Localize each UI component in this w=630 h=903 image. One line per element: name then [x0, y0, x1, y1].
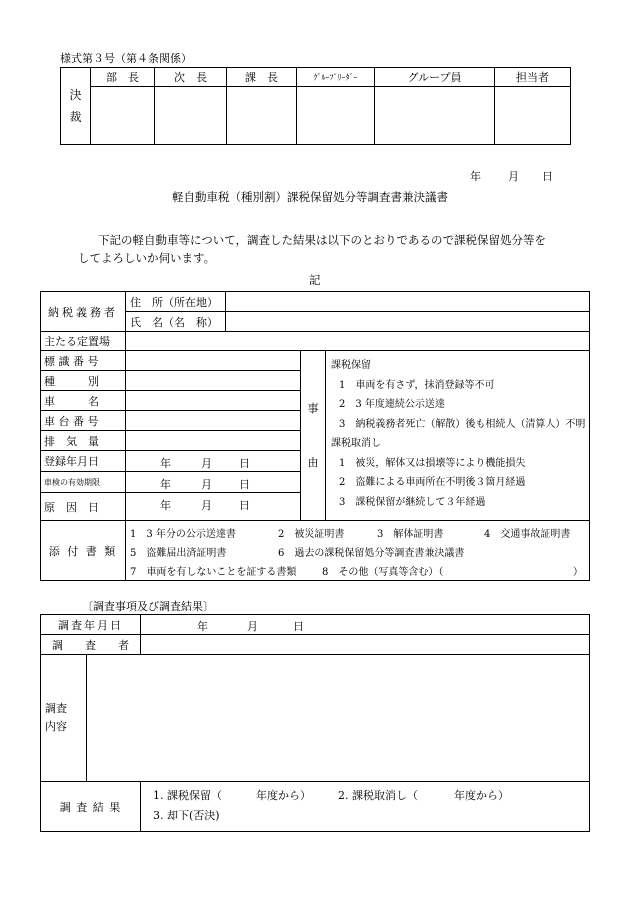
date-day: 日 — [542, 170, 553, 183]
type-field[interactable] — [126, 371, 301, 391]
approval-seal-cell[interactable] — [495, 87, 571, 145]
approval-seal-cell[interactable] — [91, 87, 155, 145]
vehicle-name-label: 車 名 — [41, 391, 126, 411]
main-table — [40, 291, 590, 581]
displacement-field[interactable] — [126, 431, 301, 451]
survey-year: 年 — [197, 620, 208, 633]
result-option: 1. 課税保留（ — [153, 789, 222, 802]
plate-number-label: 標 識 番 号 — [41, 351, 126, 371]
approval-seal-cell[interactable] — [227, 87, 297, 145]
approval-side-label — [61, 68, 91, 145]
survey-date-field[interactable] — [141, 615, 590, 635]
content-label — [41, 655, 87, 782]
survey-heading: 〔調査事項及び調査結果〕 — [82, 600, 214, 613]
approval-col-head: 部 長 — [91, 68, 155, 87]
form-number: 様式第３号（第４条関係） — [60, 52, 192, 65]
cause-day: 日 — [239, 499, 250, 512]
attachments-label: 添 付 書 類 — [41, 521, 126, 581]
content-label-line-1: 調査 — [45, 702, 67, 715]
registration-date-field[interactable] — [126, 451, 301, 472]
survey-date-label: 調査年月日 — [41, 615, 141, 635]
survey-day: 日 — [293, 620, 304, 633]
reason-side-char-1: 事 — [307, 401, 319, 415]
content-label-line-2: 内容 — [45, 720, 67, 733]
hold-item: 1 車両を有さず，抹消登録等不可 — [339, 379, 495, 391]
displacement-label: 排 気 量 — [41, 431, 126, 451]
inspection-expiry-label: 車検の有効期限 — [41, 472, 126, 493]
approval-table — [60, 67, 571, 145]
approval-col-head: 次 長 — [155, 68, 227, 87]
result-box — [141, 782, 590, 832]
address-label: 住 所（所在地） — [126, 292, 226, 312]
reason-side-label — [301, 351, 326, 521]
result-option-suffix: 年度から） — [256, 789, 311, 802]
cancel-item: 3 課税保留が継続して３年経過 — [339, 496, 486, 508]
registration-date-label: 登録年月日 — [41, 451, 126, 472]
approval-seal-cell[interactable] — [375, 87, 495, 145]
attachment-item: 5 盗難届出済証明書 — [130, 548, 227, 559]
vehicle-name-field[interactable] — [126, 391, 301, 411]
date-year: 年 — [470, 170, 481, 183]
approval-col-head: グループ員 — [375, 68, 495, 87]
chassis-number-field[interactable] — [126, 411, 301, 431]
result-option: 2. 課税取消し（ — [338, 789, 418, 802]
document-title: 軽自動車税（種別割）課税保留処分等調査書兼決議書 — [172, 190, 448, 204]
survey-month: 月 — [247, 620, 258, 633]
address-field[interactable] — [226, 292, 590, 312]
reg-day: 日 — [239, 457, 250, 470]
approval-seal-cell[interactable] — [155, 87, 227, 145]
taxpayer-label: 納税義務者 — [41, 292, 126, 332]
approval-side-char-1: 決 — [69, 88, 82, 102]
intro-line-2: してよろしいか伺います。 — [78, 251, 216, 265]
attachment-item: 6 過去の課税保留処分等調査書兼決議書 — [278, 548, 465, 559]
approval-col-head: 課 長 — [227, 68, 297, 87]
cause-month: 月 — [201, 499, 212, 512]
approval-col-head: 担当者 — [495, 68, 571, 87]
attachment-item: 8 その他（写真等含む）（ — [322, 567, 444, 578]
location-field[interactable] — [126, 332, 590, 351]
attachments-box — [126, 521, 590, 581]
reason-side-char-2: 由 — [307, 455, 319, 469]
attachment-item: 1 3 年分の公示送達書 — [130, 529, 236, 540]
approval-col-head: ｸﾞﾙｰﾌﾟﾘｰﾀﾞｰ — [297, 68, 375, 87]
cause-date-field[interactable] — [126, 493, 301, 521]
insp-year: 年 — [160, 478, 171, 491]
hold-item: 3 納税義務者死亡（解散）後も相続人（清算人）不明 — [339, 418, 586, 430]
cancel-title: 課税取消し — [331, 438, 381, 449]
approval-seal-cell[interactable] — [297, 87, 375, 145]
attachment-item: 2 被災証明書 — [278, 529, 345, 540]
name-label: 氏 名（名 称） — [126, 312, 226, 332]
cancel-item: 1 被災，解体又は損壊等により機能損失 — [339, 457, 526, 469]
attachment-item: 4 交通事故証明書 — [484, 529, 571, 540]
survey-table — [40, 614, 590, 832]
type-label: 種 別 — [41, 371, 126, 391]
cause-date-label: 原 因 日 — [41, 493, 126, 521]
reg-year: 年 — [160, 457, 171, 470]
cause-year: 年 — [160, 499, 171, 512]
plate-number-field[interactable] — [126, 351, 301, 371]
date-month: 月 — [508, 170, 519, 183]
content-field[interactable] — [87, 655, 590, 782]
cancel-item: 2 盗難による車両所在不明後３箇月経過 — [339, 477, 526, 488]
result-option: 3. 却下(否決) — [153, 809, 220, 822]
reason-box — [326, 351, 590, 521]
intro-line-1: 下記の軽自動車等について，調査した結果は以下のとおりであるので課税保留処分等を — [98, 233, 547, 247]
result-label: 調 査 結 果 — [41, 782, 141, 832]
result-option-suffix: 年度から） — [454, 789, 509, 802]
attachment-item: ） — [573, 567, 583, 578]
ki-heading: 記 — [309, 273, 321, 287]
reg-month: 月 — [201, 457, 212, 470]
name-field[interactable] — [226, 312, 590, 332]
attachment-item: 3 解体証明書 — [377, 529, 444, 540]
attachment-item: 7 車両を有しないことを証する書類 — [130, 567, 297, 578]
hold-title: 課税保留 — [331, 360, 371, 371]
inspection-expiry-field[interactable] — [126, 472, 301, 493]
approval-side-char-2: 裁 — [69, 110, 82, 124]
surveyor-label: 調 査 者 — [41, 635, 141, 655]
location-label: 主たる定置場 — [41, 332, 126, 351]
hold-item: 2 3 年度連続公示送達 — [339, 399, 445, 410]
chassis-number-label: 車 台 番 号 — [41, 411, 126, 431]
insp-month: 月 — [201, 478, 212, 491]
insp-day: 日 — [239, 478, 250, 491]
surveyor-field[interactable] — [141, 635, 590, 655]
